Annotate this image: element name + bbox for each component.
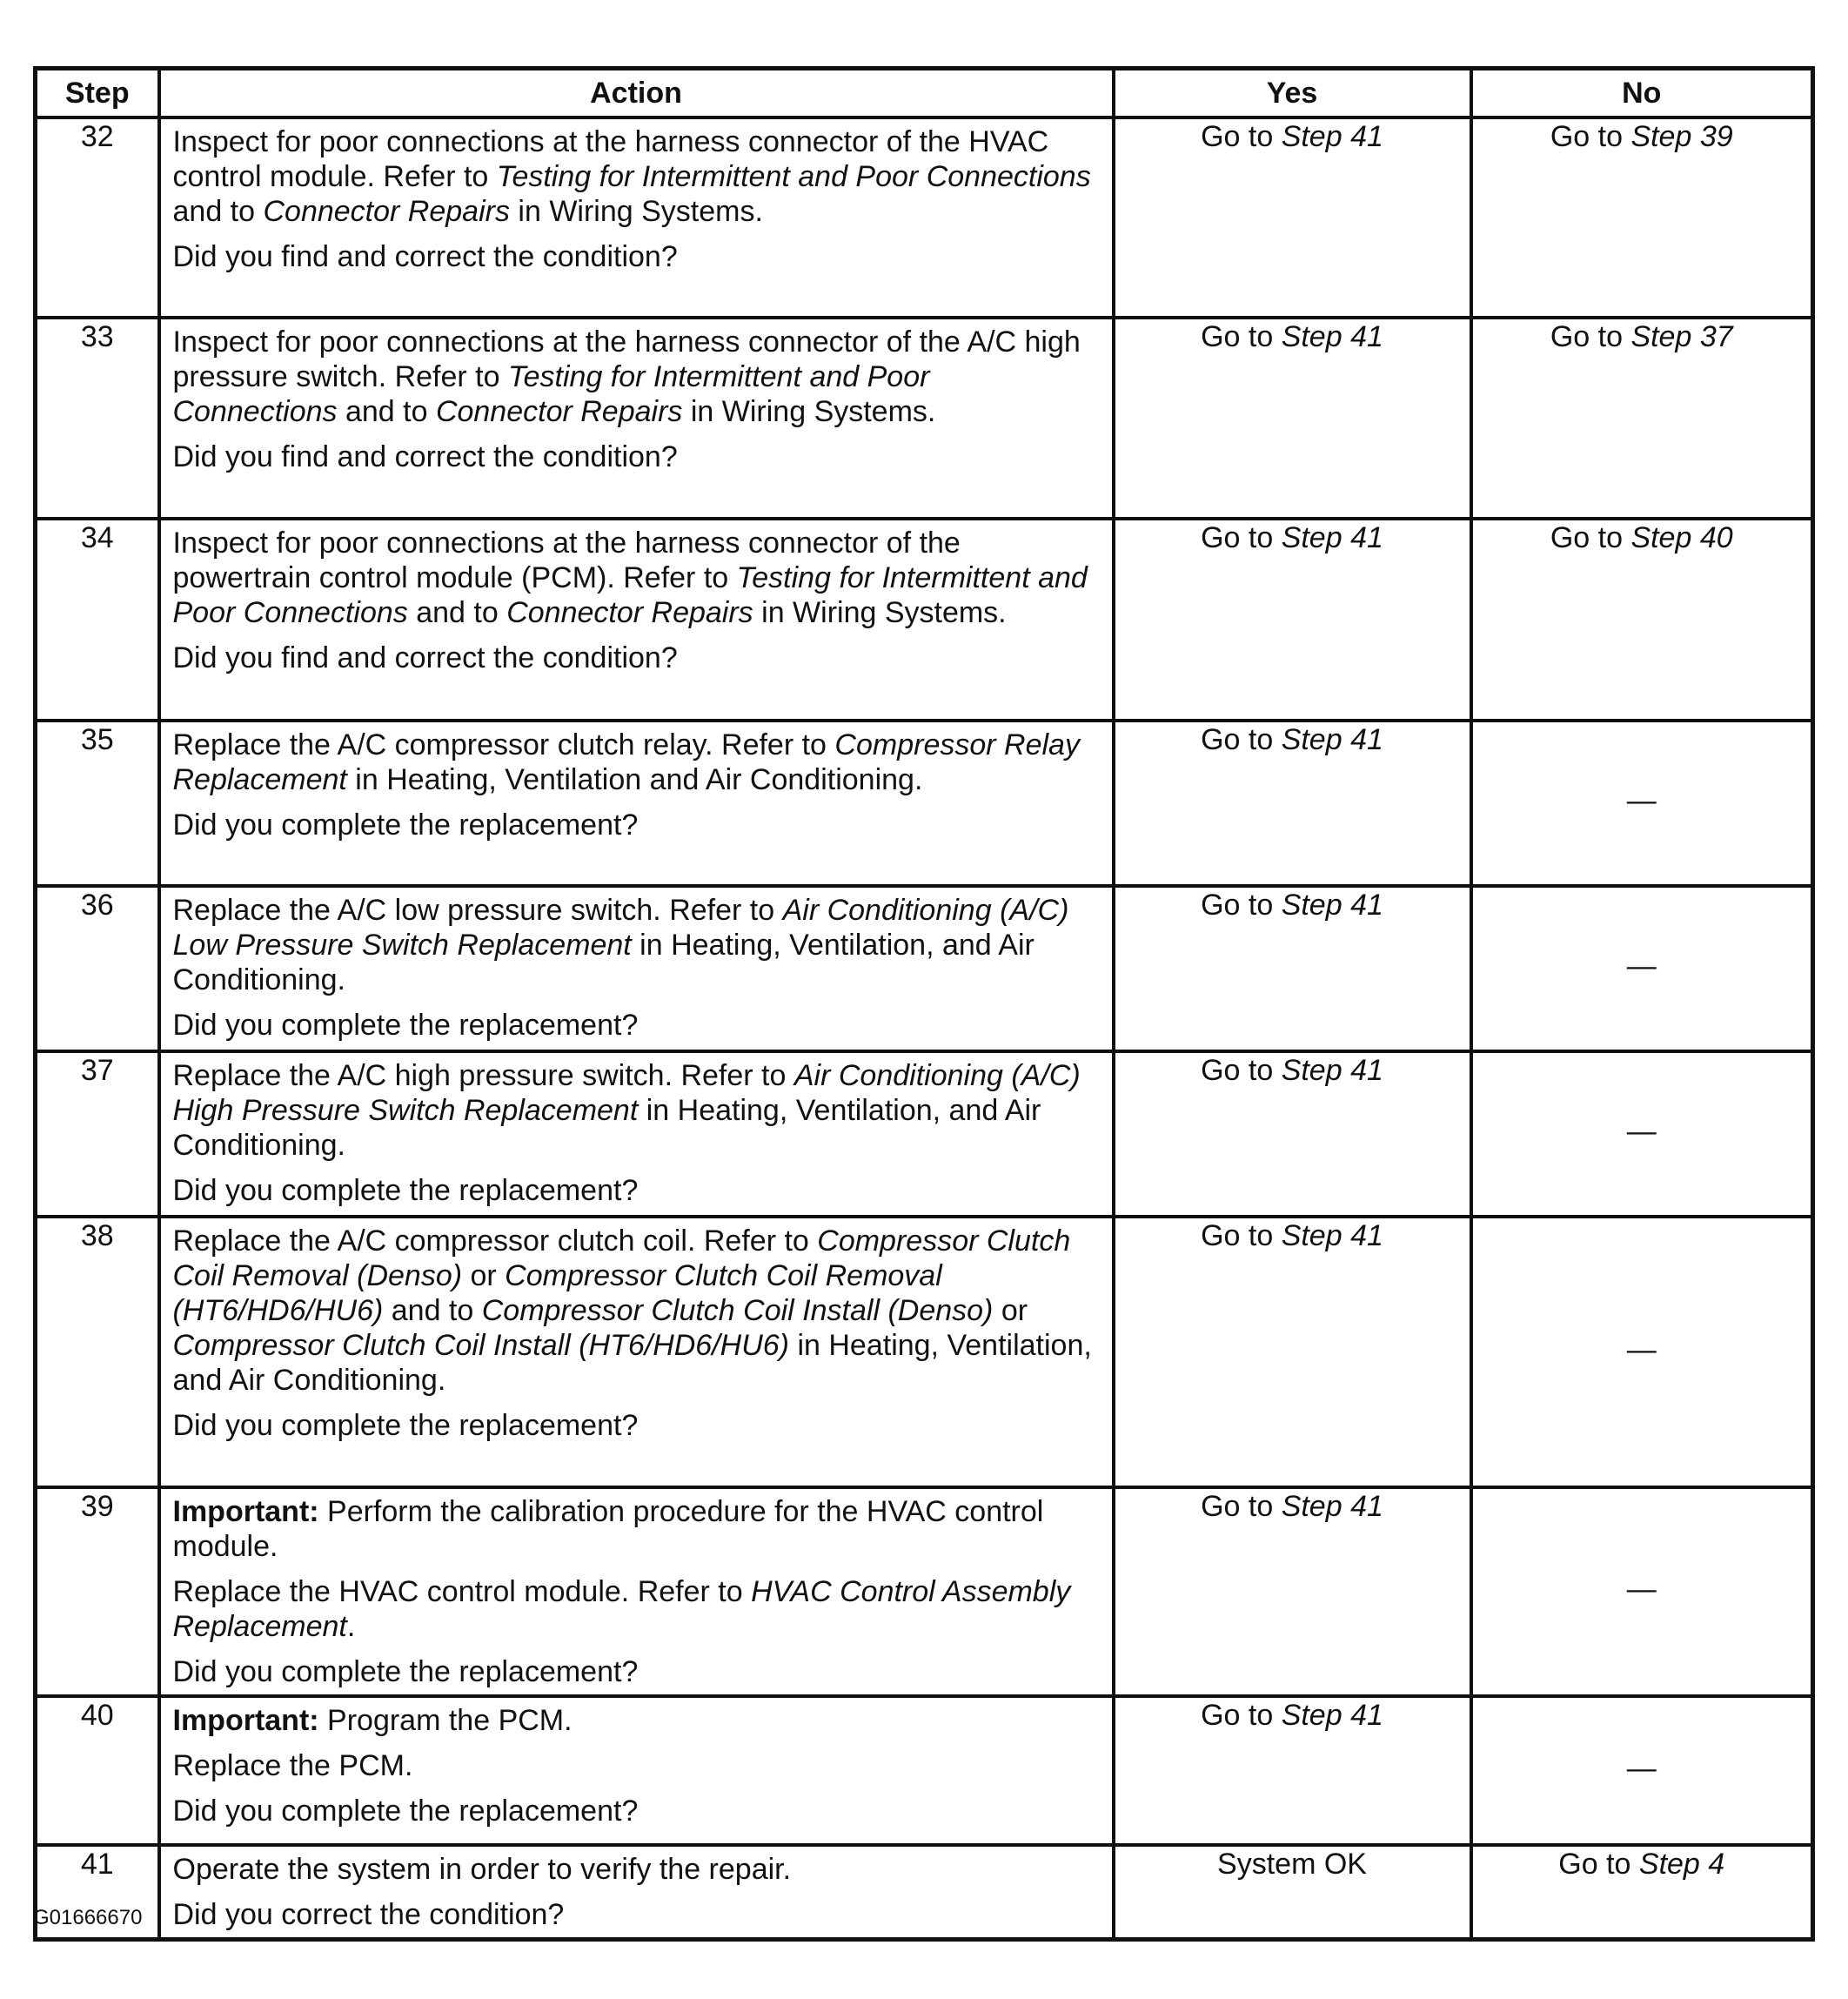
text-run: or — [462, 1259, 506, 1292]
action-cell — [159, 1217, 1114, 1487]
action-cell — [159, 1487, 1114, 1696]
text-run: Go to — [1201, 320, 1282, 353]
text-run: Go to — [1201, 120, 1282, 153]
text-run: . — [346, 1610, 356, 1643]
action-paragraph — [173, 1748, 1100, 1783]
action-paragraph — [173, 728, 1100, 797]
reference-text: Testing for Intermittent and Poor Connections — [172, 360, 930, 428]
table-row — [36, 886, 1813, 1051]
action-paragraph — [173, 124, 1100, 229]
text-run: Replace the HVAC control module. Refer to — [172, 1575, 752, 1608]
reference-text: Step 41 — [1281, 120, 1383, 153]
no-cell — [1471, 1487, 1813, 1696]
reference-text: Step 39 — [1630, 120, 1733, 153]
text-run: and to — [337, 395, 436, 428]
yes-cell — [1114, 117, 1471, 318]
action-cell — [159, 886, 1114, 1051]
action-question: Did you correct the condition? — [172, 1898, 565, 1931]
header-row — [36, 69, 1813, 118]
action-cell — [159, 519, 1114, 721]
text-run: in Wiring Systems. — [753, 596, 1007, 629]
action-paragraph — [173, 893, 1100, 997]
text-run: Go to — [1550, 521, 1631, 554]
reference-text: Step 41 — [1281, 889, 1383, 922]
text-run: in Heating, Ventilation, and Air Conditioning. — [172, 1329, 1092, 1397]
action-paragraph — [173, 1574, 1100, 1644]
text-run: System OK — [1217, 1848, 1367, 1881]
reference-text: Compressor Clutch Coil Install (HT6/HD6/HU6) — [172, 1329, 790, 1362]
figure-id: G01666670 — [33, 1906, 143, 1929]
header-yes: Yes — [1114, 69, 1471, 118]
text-run: — — [1626, 949, 1657, 983]
reference-text: Compressor Clutch Coil Removal (Denso) — [172, 1224, 1071, 1292]
action-question: Did you complete the replacement? — [172, 1409, 639, 1442]
reference-text: Step 41 — [1281, 1054, 1383, 1087]
reference-text: Testing for Intermittent and Poor Connections — [172, 561, 1088, 629]
text-run: — — [1626, 1573, 1657, 1606]
reference-text: Air Conditioning (A/C) High Pressure Switch Replacement — [172, 1059, 1081, 1127]
action-question: Did you find and correct the condition? — [172, 641, 678, 674]
no-cell — [1471, 886, 1813, 1051]
action-paragraph — [173, 1494, 1100, 1564]
text-run: in Heating, Ventilation, and Air Conditioning. — [172, 1094, 1041, 1162]
action-cell — [159, 1845, 1114, 1940]
yes-cell — [1114, 519, 1471, 721]
reference-text: Connector Repairs — [435, 395, 683, 428]
table-row — [36, 1487, 1813, 1696]
text-run: or — [993, 1294, 1028, 1327]
action-paragraph — [173, 1852, 1100, 1887]
step-number: 34 — [36, 519, 159, 721]
action-paragraph — [173, 1703, 1100, 1738]
bold-text: Important: — [172, 1495, 319, 1528]
action-cell — [159, 318, 1114, 519]
action-paragraph — [173, 325, 1100, 429]
step-number: 35 — [36, 721, 159, 886]
table-row — [36, 1217, 1813, 1487]
step-number: 36 — [36, 886, 159, 1051]
reference-text: Step 41 — [1281, 320, 1383, 353]
table-row — [36, 1696, 1813, 1845]
text-run: Go to — [1558, 1848, 1639, 1881]
text-run: — — [1626, 1751, 1657, 1785]
text-run: Perform the calibration procedure for the HVAC control module. — [172, 1495, 1044, 1563]
text-run: Replace the PCM. — [172, 1749, 413, 1782]
text-run: — — [1626, 1332, 1657, 1366]
text-run: and to — [383, 1294, 482, 1327]
yes-cell — [1114, 1217, 1471, 1487]
action-cell — [159, 1696, 1114, 1845]
reference-text: Compressor Clutch Coil Removal (HT6/HD6/HU6) — [172, 1259, 942, 1327]
action-question: Did you complete the replacement? — [172, 1655, 639, 1688]
step-number: 32 — [36, 117, 159, 318]
reference-text: Step 4 — [1638, 1848, 1725, 1881]
table-row — [36, 721, 1813, 886]
reference-text: Step 41 — [1281, 521, 1383, 554]
action-paragraph — [173, 1224, 1100, 1398]
text-run: Go to — [1201, 723, 1282, 756]
action-question: Did you find and correct the condition? — [172, 240, 678, 273]
text-run: Go to — [1550, 120, 1631, 153]
no-cell — [1471, 1051, 1813, 1217]
no-cell — [1471, 318, 1813, 519]
table-row — [36, 1051, 1813, 1217]
step-number: 39 — [36, 1487, 159, 1696]
header-no: No — [1471, 69, 1813, 118]
text-run: and to — [407, 596, 507, 629]
table-row — [36, 519, 1813, 721]
text-run: Go to — [1201, 1219, 1282, 1252]
action-question: Did you complete the replacement? — [172, 1174, 639, 1207]
table-body — [36, 117, 1813, 1940]
table-row — [36, 1845, 1813, 1940]
reference-text: Step 41 — [1281, 1490, 1383, 1523]
reference-text: Compressor Clutch Coil Install (Denso) — [481, 1294, 994, 1327]
step-number: 33 — [36, 318, 159, 519]
yes-cell — [1114, 1051, 1471, 1217]
text-run: Inspect for poor connections at the harness connector of the powertrain control module (PCM). Refer to — [172, 527, 961, 594]
text-run: Replace the A/C compressor clutch coil. Refer to — [172, 1224, 818, 1258]
text-run: Go to — [1201, 1699, 1282, 1732]
reference-text: Step 37 — [1630, 320, 1733, 353]
action-cell — [159, 1051, 1114, 1217]
yes-cell — [1114, 318, 1471, 519]
reference-text: Step 41 — [1281, 1699, 1383, 1732]
text-run: Go to — [1201, 1054, 1282, 1087]
text-run: Replace the A/C compressor clutch relay. Refer to — [172, 728, 835, 761]
yes-cell — [1114, 721, 1471, 886]
action-question: Did you find and correct the condition? — [172, 440, 678, 473]
text-run: Inspect for poor connections at the harness connector of the HVAC control module. Refer to — [172, 125, 1049, 193]
action-question: Did you complete the replacement? — [172, 1794, 639, 1828]
step-number: 38 — [36, 1217, 159, 1487]
action-paragraph — [173, 526, 1100, 630]
text-run: and to — [172, 195, 264, 228]
yes-cell — [1114, 1696, 1471, 1845]
text-run: in Heating, Ventilation and Air Conditioning. — [346, 763, 923, 796]
header-step: Step — [36, 69, 159, 118]
action-cell — [159, 721, 1114, 886]
action-paragraph — [173, 1058, 1100, 1163]
step-number: 40 — [36, 1696, 159, 1845]
reference-text: Step 40 — [1630, 521, 1733, 554]
text-run: in Wiring Systems. — [682, 395, 936, 428]
text-run: — — [1626, 784, 1657, 817]
yes-cell — [1114, 1487, 1471, 1696]
yes-cell — [1114, 886, 1471, 1051]
text-run: Program the PCM. — [318, 1704, 572, 1737]
no-cell — [1471, 721, 1813, 886]
reference-text: Compressor Relay Replacement — [172, 728, 1080, 796]
text-run: Go to — [1201, 1490, 1282, 1523]
text-run: Replace the A/C low pressure switch. Refer to — [172, 894, 783, 927]
reference-text: Connector Repairs — [263, 195, 510, 228]
text-run: — — [1626, 1115, 1657, 1148]
reference-text: Connector Repairs — [506, 596, 753, 629]
text-run: in Heating, Ventilation, and Air Conditioning. — [172, 929, 1034, 996]
yes-cell — [1114, 1845, 1471, 1940]
reference-text: HVAC Control Assembly Replacement — [172, 1575, 1071, 1643]
no-cell — [1471, 117, 1813, 318]
table-header — [36, 69, 1813, 118]
no-cell — [1471, 1696, 1813, 1845]
action-question: Did you complete the replacement? — [172, 808, 639, 842]
text-run: Operate the system in order to verify the repair. — [172, 1853, 792, 1886]
no-cell — [1471, 1845, 1813, 1940]
text-run: Go to — [1550, 320, 1631, 353]
text-run: Inspect for poor connections at the harness connector of the A/C high pressure switch. Refer to — [172, 325, 1081, 393]
no-cell — [1471, 519, 1813, 721]
text-run: Replace the A/C high pressure switch. Refer to — [172, 1059, 794, 1092]
diagnostic-table — [33, 66, 1815, 1942]
table-row — [36, 318, 1813, 519]
reference-text: Testing for Intermittent and Poor Connections — [496, 160, 1091, 193]
text-run: Go to — [1201, 889, 1282, 922]
reference-text: Step 41 — [1281, 1219, 1383, 1252]
step-number: 37 — [36, 1051, 159, 1217]
reference-text: Air Conditioning (A/C) Low Pressure Switch Replacement — [172, 894, 1069, 962]
table-row — [36, 117, 1813, 318]
text-run: Go to — [1201, 521, 1282, 554]
reference-text: Step 41 — [1281, 723, 1383, 756]
no-cell — [1471, 1217, 1813, 1487]
header-action: Action — [159, 69, 1114, 118]
text-run: in Wiring Systems. — [509, 195, 763, 228]
bold-text: Important: — [172, 1704, 319, 1737]
action-cell — [159, 117, 1114, 318]
action-question: Did you complete the replacement? — [172, 1009, 639, 1042]
step-number: 41 — [36, 1845, 159, 1940]
